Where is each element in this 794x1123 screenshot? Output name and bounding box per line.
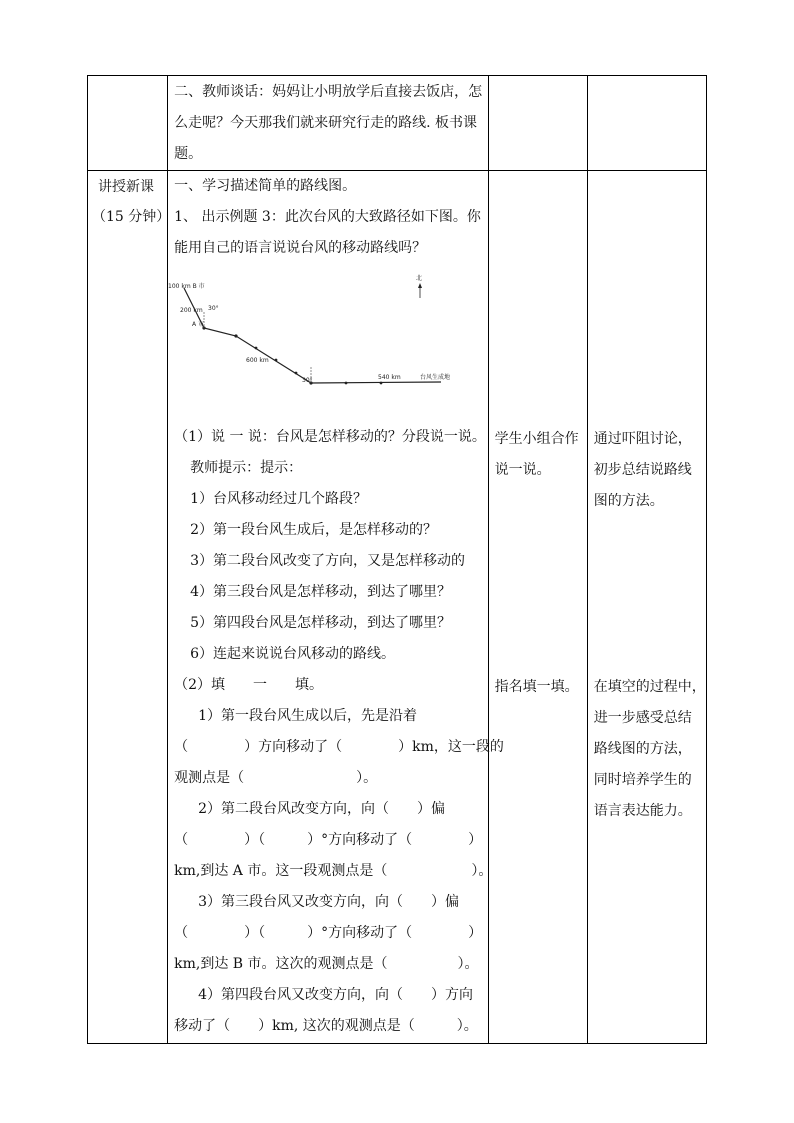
goal-line: 进一步感受总结 bbox=[593, 710, 692, 726]
intro-label-cell bbox=[88, 76, 168, 171]
route-point bbox=[255, 347, 258, 350]
intro-content-cell bbox=[168, 76, 489, 171]
fill-line: 移动了（ ）km, 这次的观测点是（ ）。 bbox=[174, 1018, 478, 1034]
fill-line: （2）填 一 填。 bbox=[174, 677, 324, 693]
section-content-cell bbox=[168, 171, 504, 1044]
discussion-line: （1）说 一 说：台风是怎样移动的？分段说一说。 bbox=[174, 429, 486, 445]
route-point bbox=[380, 382, 383, 385]
intro-row bbox=[88, 76, 707, 171]
fill-line: km,到达 B 市。这次的观测点是（ ）。 bbox=[174, 956, 479, 972]
goal-line: 路线图的方法， bbox=[593, 741, 692, 757]
label-30-degree-top: 30° bbox=[208, 305, 219, 312]
intro-goal-cell bbox=[587, 76, 706, 171]
goal-line: 图的方法。 bbox=[593, 493, 664, 509]
discussion-line: 教师提示：提示： bbox=[190, 460, 303, 476]
route-points bbox=[203, 283, 423, 385]
label-30-degree-bottom: 30° bbox=[302, 377, 313, 384]
student-activity-line: 学生小组合作 bbox=[494, 431, 579, 447]
student-activity-line: 指名填一填。 bbox=[494, 679, 579, 695]
section-label: 讲授新课 bbox=[98, 179, 154, 195]
student-activity-line: 说一说。 bbox=[494, 462, 551, 478]
section-heading: 一、学习描述简单的路线图。 bbox=[174, 178, 357, 194]
example-line: 1、 出示例题 3：此次台风的大致路径如下图。你 bbox=[174, 209, 481, 225]
typhoon-route-figure bbox=[168, 264, 488, 421]
route-point bbox=[345, 382, 348, 385]
fill-line: km,到达 A 市。这一段观测点是（ ）。 bbox=[174, 863, 493, 879]
goal-cell bbox=[587, 171, 706, 1044]
goal-line: 通过吓阻讨论， bbox=[593, 431, 692, 447]
route-point bbox=[295, 372, 298, 375]
goal-line: 同时培养学生的 bbox=[593, 772, 692, 788]
fill-line: （ ）方向移动了（ ）km，这一段的 bbox=[174, 739, 504, 755]
discussion-line: 3）第二段台风改变了方向，又是怎样移动的 bbox=[190, 553, 466, 569]
fill-line: 2）第二段台风改变方向，向（ ）偏 bbox=[198, 801, 446, 817]
label-b-city: 100 km B 市 bbox=[168, 283, 205, 290]
label-origin: 台风生成地 bbox=[420, 374, 451, 381]
new-lesson-row bbox=[88, 171, 707, 1044]
intro-line: 题。 bbox=[174, 146, 203, 162]
lesson-plan-table bbox=[87, 75, 707, 1044]
route-line bbox=[184, 288, 441, 383]
north-arrow-icon bbox=[418, 283, 422, 288]
fill-line: （ ）（ ）°方向移动了（ ） bbox=[174, 925, 483, 941]
label-a-city: A 市 bbox=[192, 321, 205, 328]
fill-line: 观测点是（ ）。 bbox=[174, 770, 378, 786]
goal-line: 在填空的过程中， bbox=[593, 679, 706, 695]
intro-line: 么走呢？今天那我们就来研究行走的路线. 板书课 bbox=[174, 115, 478, 131]
label-540km: 540 km bbox=[378, 374, 401, 381]
intro-student-cell bbox=[488, 76, 587, 171]
route-point bbox=[235, 334, 238, 337]
discussion-line: 2）第一段台风生成后，是怎样移动的？ bbox=[190, 522, 438, 538]
route-map bbox=[168, 264, 486, 421]
goal-line: 语言表达能力。 bbox=[593, 803, 692, 819]
route-point bbox=[275, 359, 278, 362]
example-line: 能用自己的语言说说台风的移动路线吗？ bbox=[174, 240, 427, 256]
section-label-cell bbox=[88, 171, 171, 1044]
label-200km: 200 km bbox=[180, 307, 203, 314]
intro-line: 二、教师谈话：妈妈让小明放学后直接去饭店，怎 bbox=[174, 84, 483, 100]
fill-line: 3）第三段台风又改变方向，向（ ）偏 bbox=[198, 894, 460, 910]
goal-line: 初步总结说路线 bbox=[593, 462, 692, 478]
discussion-line: 4）第三段台风是怎样移动，到达了哪里？ bbox=[190, 584, 452, 600]
fill-line: 1）第一段台风生成以后，先是沿着 bbox=[198, 708, 418, 724]
label-north: 北 bbox=[416, 275, 423, 282]
fill-line: 4）第四段台风又改变方向，向（ ）方向 bbox=[198, 987, 474, 1003]
student-activity-cell bbox=[488, 171, 587, 1044]
discussion-line: 1）台风移动经过几个路段？ bbox=[190, 491, 368, 507]
discussion-line: 6）连起来说说台风移动的路线。 bbox=[190, 646, 396, 662]
section-duration: （15 分钟） bbox=[92, 209, 171, 225]
label-600km: 600 km bbox=[246, 357, 269, 364]
discussion-line: 5）第四段台风是怎样移动，到达了哪里？ bbox=[190, 615, 452, 631]
fill-line: （ ）（ ）°方向移动了（ ） bbox=[174, 832, 483, 848]
